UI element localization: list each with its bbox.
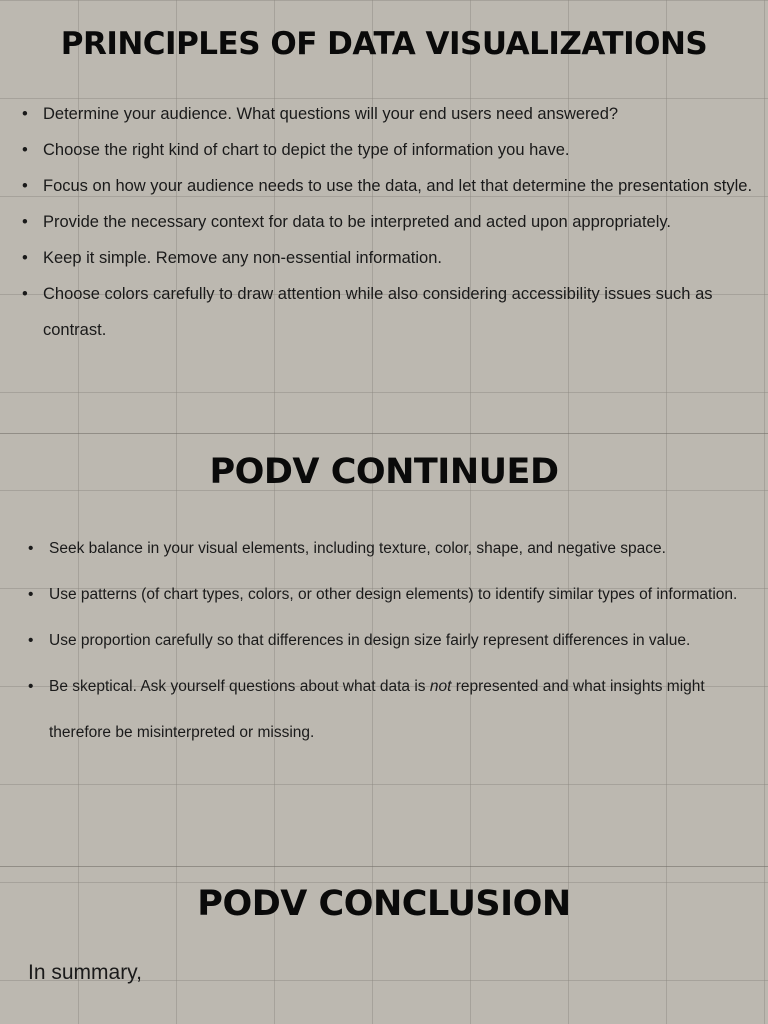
- list-item: [26, 618, 746, 664]
- list-item: [20, 204, 755, 240]
- principles-bullet-list: [20, 96, 755, 348]
- slide-podv-conclusion: [0, 867, 768, 1024]
- bullet-icon: •: [22, 249, 28, 267]
- list-item: [20, 240, 755, 276]
- bullet-icon: •: [28, 540, 34, 557]
- list-item: [26, 526, 746, 572]
- list-item: [26, 664, 746, 756]
- bullet-icon: •: [22, 105, 28, 123]
- list-item-text: [49, 678, 705, 741]
- list-item: [26, 572, 746, 618]
- list-item-text: Determine your audience. What questions will your end users need answered?: [43, 105, 619, 123]
- bullet-icon: •: [22, 177, 28, 195]
- bullet-icon: •: [22, 285, 28, 303]
- slide-title-principles: PRINCIPLES OF DATA VISUALIZATIONS: [60, 26, 708, 62]
- text-run: represented and what insights might therefore be misinterpreted or missing.: [49, 678, 705, 741]
- list-item-text: Seek balance in your visual elements, including texture, color, shape, and negative space.: [49, 540, 666, 557]
- list-item-text: Choose colors carefully to draw attention while also considering accessibility issues such as contrast.: [43, 285, 713, 339]
- emphasis-text: not: [429, 678, 452, 695]
- list-item-text: Use patterns (of chart types, colors, or other design elements) to identify similar types of information.: [49, 586, 738, 603]
- bullet-icon: •: [22, 213, 28, 231]
- bullet-icon: •: [28, 678, 34, 695]
- list-item-text: Choose the right kind of chart to depict the type of information you have.: [43, 141, 570, 159]
- list-item-text: Focus on how your audience needs to use the data, and let that determine the presentation style.: [43, 177, 753, 195]
- list-item-text: Provide the necessary context for data to be interpreted and acted upon appropriately.: [43, 213, 672, 231]
- bullet-icon: •: [22, 141, 28, 159]
- slide-title-continued: PODV CONTINUED: [209, 452, 559, 492]
- slide-title-conclusion: PODV CONCLUSION: [197, 884, 571, 924]
- slide-principles: [0, 0, 768, 434]
- continued-bullet-list: [26, 526, 746, 756]
- text-run: Be skeptical. Ask yourself questions about what data is: [49, 678, 430, 695]
- list-item: [20, 96, 755, 132]
- list-item: [20, 276, 755, 348]
- slide-podv-continued: [0, 434, 768, 867]
- summary-text: In summary,: [28, 961, 142, 984]
- list-item: [20, 132, 755, 168]
- bullet-icon: •: [28, 632, 34, 649]
- bullet-icon: •: [28, 586, 34, 603]
- list-item: [20, 168, 755, 204]
- list-item-text: Keep it simple. Remove any non-essential information.: [43, 249, 442, 267]
- list-item-text: Use proportion carefully so that differences in design size fairly represent differences in value.: [49, 632, 691, 649]
